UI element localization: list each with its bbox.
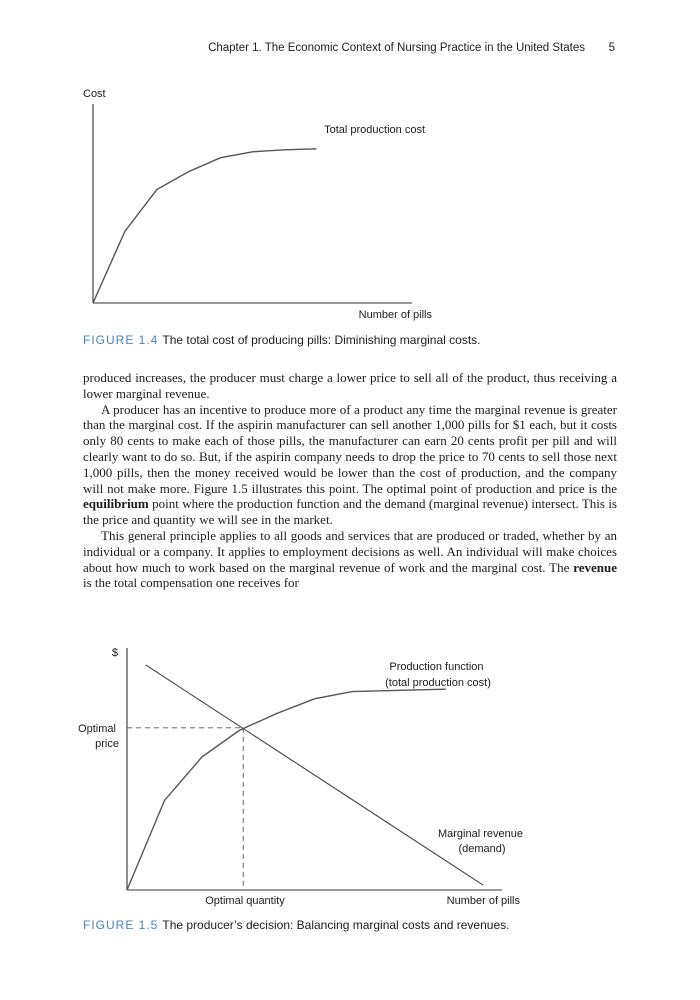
- series-label-total-production-cost: Total production cost: [324, 124, 425, 136]
- series-group: [127, 665, 483, 890]
- text-run: produced increases, the producer must charge a lower price to sell all of the product, thus receiving a lower marginal revenue.: [83, 370, 617, 401]
- production-function-line: [127, 689, 446, 890]
- figure-1-5-caption: [83, 918, 623, 932]
- caption-label: FIGURE 1.4: [83, 333, 159, 347]
- optimal-price-label: Optimal price: [78, 723, 119, 750]
- total-production-cost-line: [93, 149, 316, 303]
- page-number: 5: [608, 42, 615, 54]
- body-text: [83, 370, 617, 591]
- paragraph: [83, 528, 617, 591]
- series-label-production-function: Production function (total production cost): [385, 661, 491, 689]
- figure-1-4-chart: [0, 80, 700, 320]
- paragraph: [83, 402, 617, 528]
- y-axis-label: $: [111, 647, 118, 659]
- bold-term: revenue: [573, 559, 617, 575]
- running-header: [0, 42, 700, 58]
- paragraph: [83, 370, 617, 402]
- marginal-revenue-line: [146, 665, 484, 885]
- x-axis-label: Number of pills: [358, 309, 432, 321]
- text-run: is the total compensation one receives for: [83, 575, 299, 591]
- caption-text: The total cost of producing pills: Diminishing marginal costs.: [162, 333, 481, 347]
- caption-label: FIGURE 1.5: [83, 918, 159, 932]
- caption-text: The producer’s decision: Balancing marginal costs and revenues.: [162, 918, 510, 932]
- optimal-quantity-label: Optimal quantity: [205, 895, 285, 907]
- chapter-title: Chapter 1. The Economic Context of Nursing Practice in the United States: [208, 42, 585, 54]
- figure-1-4-caption: [83, 333, 623, 347]
- text-run: This general principle applies to all goods and services that are produced or traded, whether by an individual or a company. It applies to employment decisions as well. An individual will make choices about how much to work based on the marginal revenue of work and the marginal cost. The: [83, 527, 617, 575]
- figure-1-5-chart: [0, 640, 700, 910]
- text-run: point where the production function and the demand (marginal revenue) intersect. This is the price and quantity we will see in the market.: [83, 496, 617, 528]
- y-axis-label: Cost: [83, 88, 106, 100]
- series-label-marginal-revenue: Marginal revenue (demand): [437, 828, 523, 855]
- series-group: [93, 149, 316, 303]
- bold-term: equilibrium: [83, 496, 149, 512]
- text-run: A producer has an incentive to produce more of a product any time the marginal revenue is greater than the marginal cost. If the aspirin manufacturer can sell another 1,000 pills for $1 each, but it costs only 80 cents to make each of those pills, the manufacturer can earn 20 cents profit per pill and will clearly want to do so. But, if the aspirin company needs to drop the price to 70 cents to sell those next 1,000 pills, then the money received would be lower than the cost of production, and the company will not make more. Figure 1.5 illustrates this point. The optimal point of production and price is the: [83, 401, 617, 496]
- x-axis-label: Number of pills: [446, 895, 520, 907]
